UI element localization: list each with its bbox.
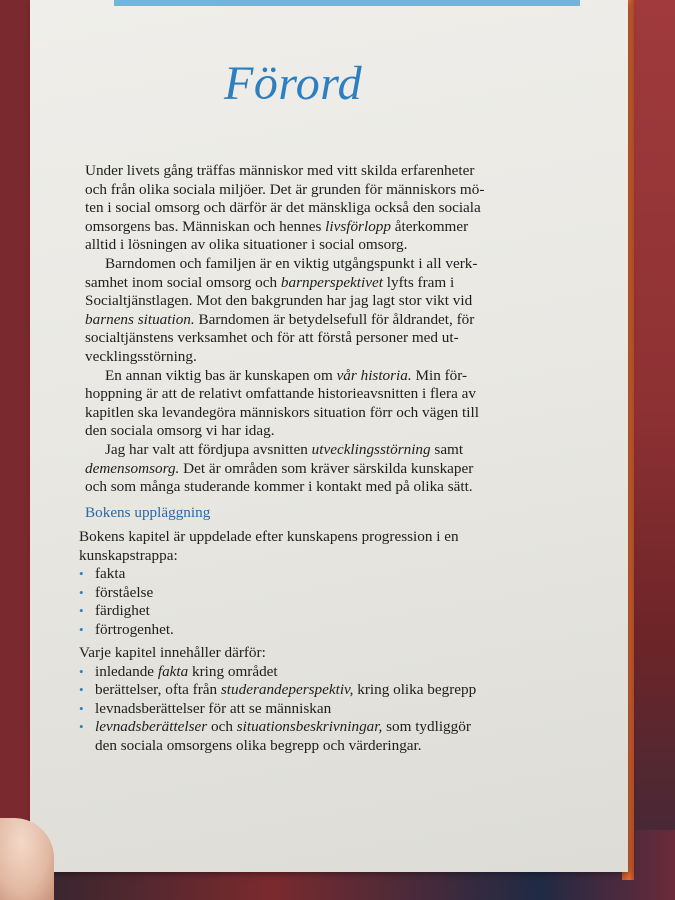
text-line: den sociala omsorgens olika begrepp och värderingar.: [95, 736, 422, 754]
text-line: Socialtjänstlagen. Mot den bakgrunden har jag lagt stor vikt vid: [85, 292, 473, 310]
emphasis: levnadsberättelser: [95, 718, 208, 736]
text-line: kapitlen ska levandegöra människors situation förr och vägen till: [85, 403, 479, 421]
text-line: berättelser, ofta från studerandeperspektiv, kring olika begrepp: [95, 681, 477, 699]
emphasis: utvecklingsstörning: [311, 440, 431, 458]
text-line: vecklingsstörning.: [85, 347, 197, 365]
text-line: samhet inom social omsorg och barnperspektivet lyfts fram i: [85, 273, 455, 291]
list-item: [79, 718, 519, 755]
bullet-icon: •: [79, 621, 84, 637]
emphasis: situationsbeskrivningar,: [236, 718, 383, 736]
emphasis: livsförlopp: [325, 217, 391, 235]
list-item: [79, 663, 519, 682]
bullet-icon: •: [79, 566, 84, 582]
list-item: [79, 681, 519, 700]
emphasis: demensomsorg.: [85, 459, 180, 477]
section-intro: [79, 528, 519, 640]
list-item: • fakta: [79, 565, 126, 583]
bullet-icon: •: [79, 663, 84, 679]
emphasis: barnperspektivet: [280, 273, 383, 291]
text-line: Under livets gång träffas människor med vitt skilda erfarenheter: [85, 162, 475, 179]
section-intro-line: Bokens kapitel är uppdelade efter kunskapens progression i en: [79, 528, 459, 545]
steps-list: [79, 565, 519, 639]
page-top-color-band: [114, 0, 580, 6]
paragraph: [85, 367, 525, 441]
emphasis: vår historia.: [336, 366, 412, 384]
emphasis: studerandeperspektiv,: [220, 681, 354, 699]
text-line: levnadsberättelser och situationsbeskrivningar, som tydliggör: [95, 718, 471, 736]
bullet-icon: •: [79, 719, 84, 735]
section-title: Bokens uppläggning: [85, 504, 211, 521]
text-line: och från olika sociala miljöer. Det är grunden för människors mö-: [85, 180, 485, 198]
text-line: socialtjänstens verksamhet och för att förstå personer med ut-: [85, 329, 459, 347]
bullet-icon: •: [79, 584, 84, 600]
section-intro-line: kunskapstrappa:: [79, 546, 178, 564]
bullet-icon: •: [79, 603, 84, 619]
text-line: ten i social omsorg och därför är det mänskliga också den sociala: [85, 199, 481, 217]
paragraph: [85, 255, 525, 367]
list-item: • förtrogenhet.: [79, 620, 174, 638]
text-line: alltid i lösningen av olika situationer i social omsorg.: [85, 236, 408, 254]
paragraph: [85, 162, 525, 255]
text-line: Jag har valt att fördjupa avsnitten utvecklingsstörning samt: [105, 440, 464, 458]
text-line: omsorgens bas. Människan och hennes livsförlopp återkommer: [85, 217, 469, 235]
text-line: levnadsberättelser för att se människan: [95, 699, 332, 717]
text-line: Barndomen och familjen är en viktig utgångspunkt i all verk-: [105, 254, 478, 272]
list-item: [79, 700, 519, 719]
emphasis: barnens situation.: [85, 310, 195, 328]
text-line: och som många studerande kommer i kontakt med på olika sätt.: [85, 478, 473, 496]
emphasis: fakta: [157, 662, 189, 680]
contents-block: [79, 644, 519, 756]
paragraph: [85, 441, 525, 497]
list-item: • förståelse: [79, 583, 154, 601]
text-line: barnens situation. Barndomen är betydelsefull för åldrandet, för: [85, 310, 475, 328]
text-line: den sociala omsorg vi har idag.: [85, 422, 275, 440]
text-line: En annan viktig bas är kunskapen om vår historia. Min för-: [105, 366, 468, 384]
bullet-icon: •: [79, 700, 84, 716]
text-line: hoppning är att de relativt omfattande historieavsnitten i flera av: [85, 385, 476, 403]
text-line: inledande fakta kring området: [95, 662, 278, 680]
contents-list: [79, 663, 519, 756]
list-item: • färdighet: [79, 602, 150, 620]
text-line: demensomsorg. Det är områden som kräver särskilda kunskaper: [85, 459, 474, 477]
contents-intro: Varje kapitel innehåller därför:: [79, 644, 266, 661]
preface-body: [85, 162, 525, 497]
page-title: Förord: [224, 57, 363, 110]
bullet-icon: •: [79, 682, 84, 698]
